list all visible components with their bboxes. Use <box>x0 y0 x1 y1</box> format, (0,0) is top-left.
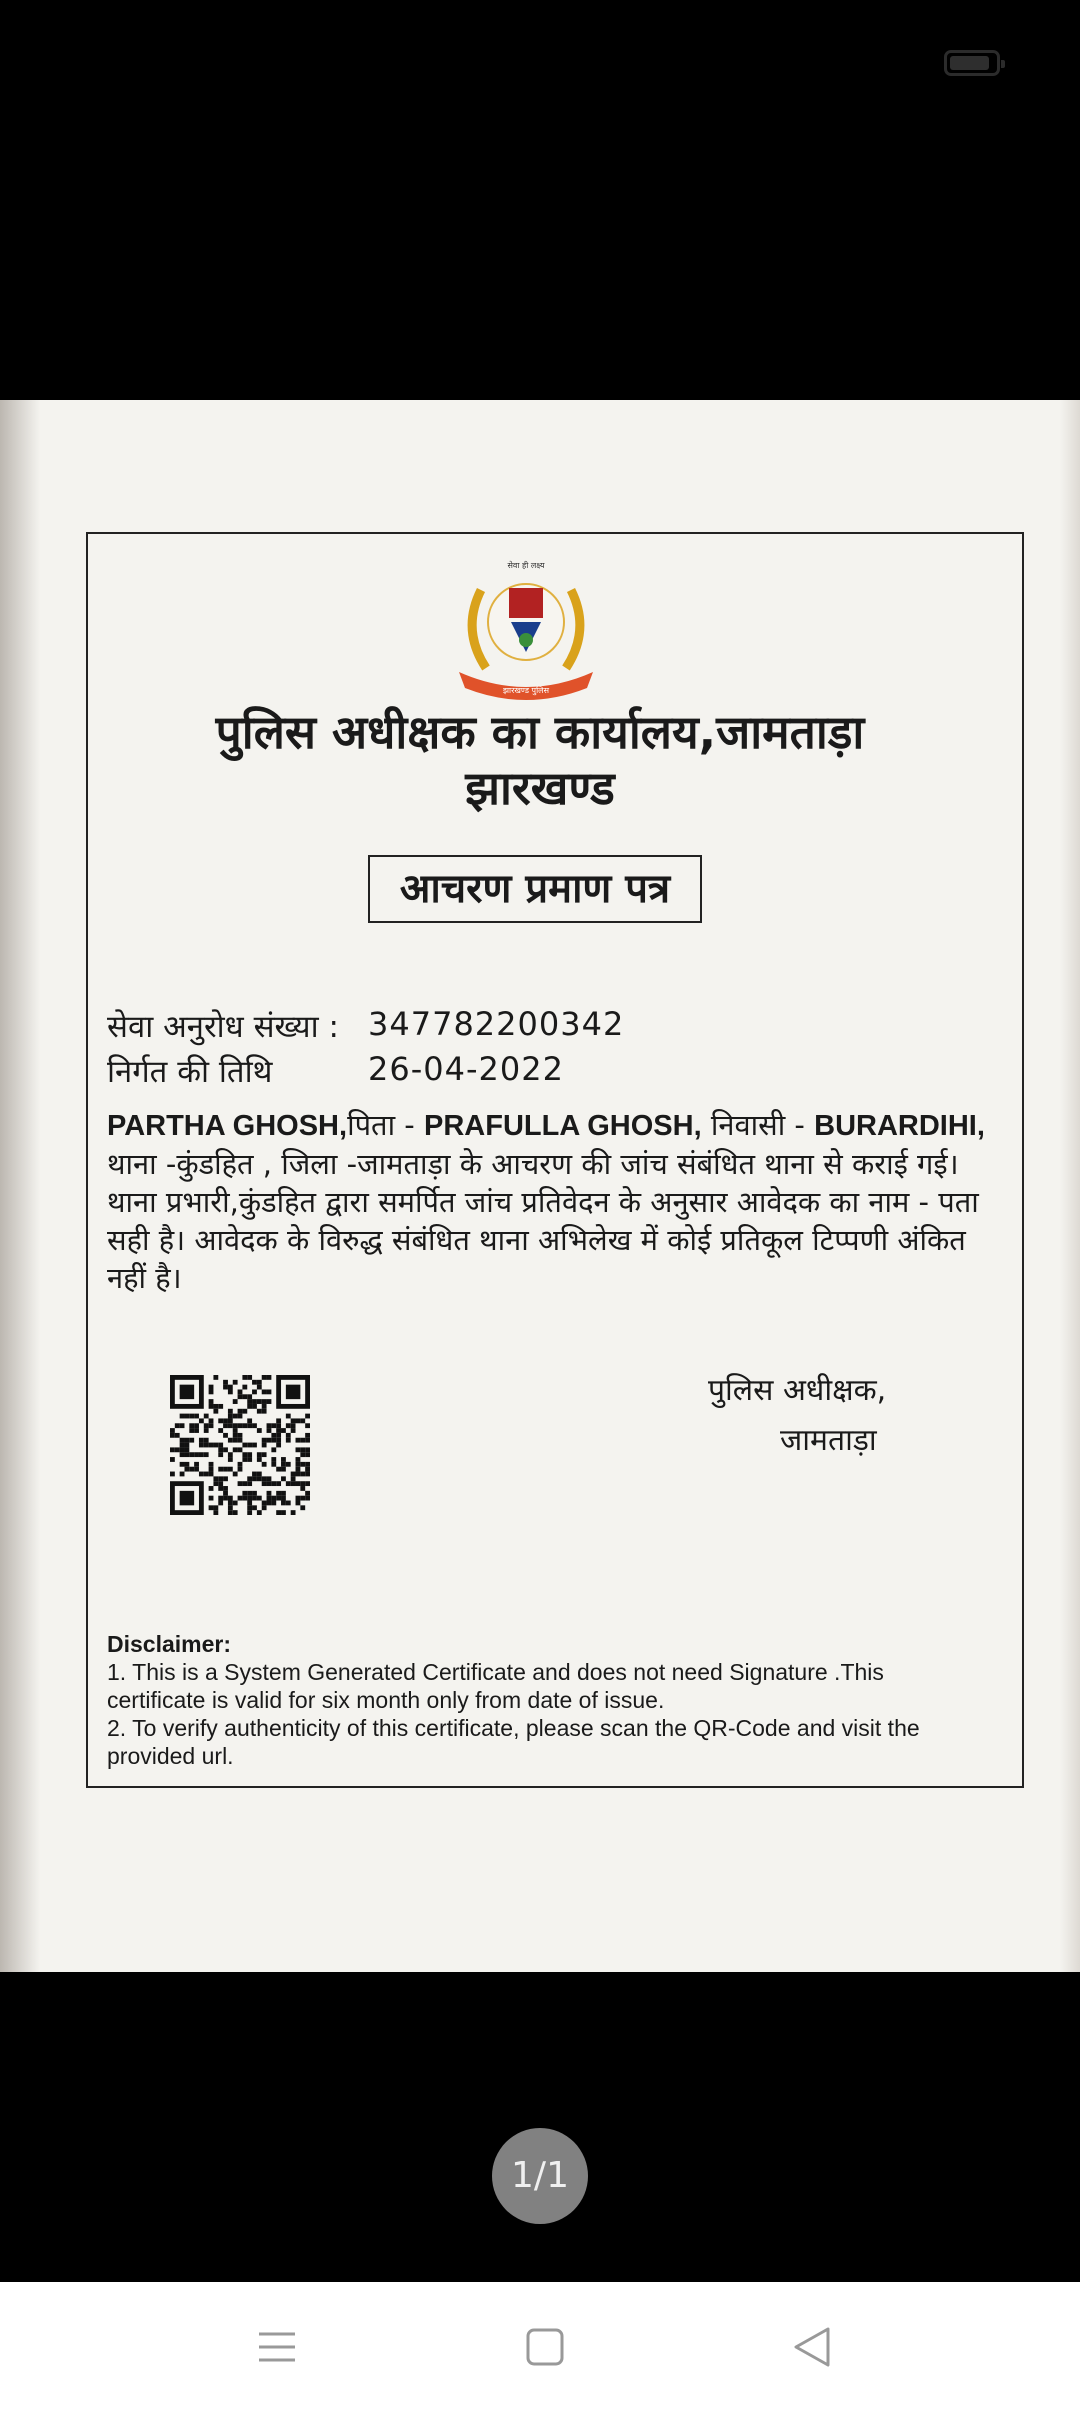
disclaimer-heading: Disclaimer: <box>107 1631 232 1657</box>
menu-icon[interactable] <box>237 2312 317 2382</box>
village-name: BURARDIHI, <box>814 1110 985 1142</box>
police-emblem-icon <box>441 560 611 710</box>
scanned-document[interactable] <box>0 400 1080 1972</box>
disclaimer-line-1: 1. This is a System Generated Certificate and does not need Signature .This certificate is valid for six month only from date of issue. <box>107 1659 884 1713</box>
qr-code[interactable] <box>170 1375 310 1515</box>
battery-icon <box>944 50 1000 76</box>
signatory-title: पुलिस अधीक्षक, <box>708 1373 887 1408</box>
applicant-name: PARTHA GHOSH, <box>107 1110 348 1142</box>
svg-text:झारखण्ड पुलिस: झारखण्ड पुलिस <box>502 686 550 695</box>
issue-date-label: निर्गत की तिथि <box>107 1054 273 1090</box>
service-request-value: 347782200342 <box>368 1005 625 1043</box>
office-title: पुलिस अधीक्षक का कार्यालय,जामताड़ा <box>215 705 865 759</box>
disclaimer-line-2: 2. To verify authenticity of this certificate, please scan the QR-Code and visit the provided url. <box>107 1715 920 1769</box>
state-title: झारखण्ड <box>465 761 615 815</box>
svg-text:सेवा ही लक्ष्य: सेवा ही लक्ष्य <box>507 561 545 570</box>
service-request-label: सेवा अनुरोध संख्या : <box>107 1009 339 1045</box>
disclaimer <box>107 1630 987 1770</box>
certificate-title: आचरण प्रमाण पत्र <box>368 855 702 923</box>
father-name: PRAFULLA GHOSH, <box>424 1110 702 1142</box>
certificate-body: PARTHA GHOSH,पिता - PRAFULLA GHOSH, निवासी - BURARDIHI, थाना -कुंडहित , जिला -जामताड़ा के आचरण की जांच संबंधित थाना से कराई गई। थाना प्रभारी,कुंडहित द्वारा समर्पित जांच प्रतिवेदन के अनुसार आवेदक का नाम - पता सही है। आवेदक के विरुद्ध संबंधित थाना अभिलेख में कोई प्रतिकूल टिप्पणी अंकित नहीं है। <box>107 1108 985 1295</box>
back-triangle-icon[interactable] <box>772 2312 852 2382</box>
signatory-place: जामताड़ा <box>780 1423 877 1458</box>
home-square-icon[interactable] <box>505 2312 585 2382</box>
page-indicator[interactable]: 1/1 <box>492 2128 588 2224</box>
navigation-bar <box>0 2282 1080 2412</box>
issue-date-value: 26-04-2022 <box>368 1050 564 1088</box>
